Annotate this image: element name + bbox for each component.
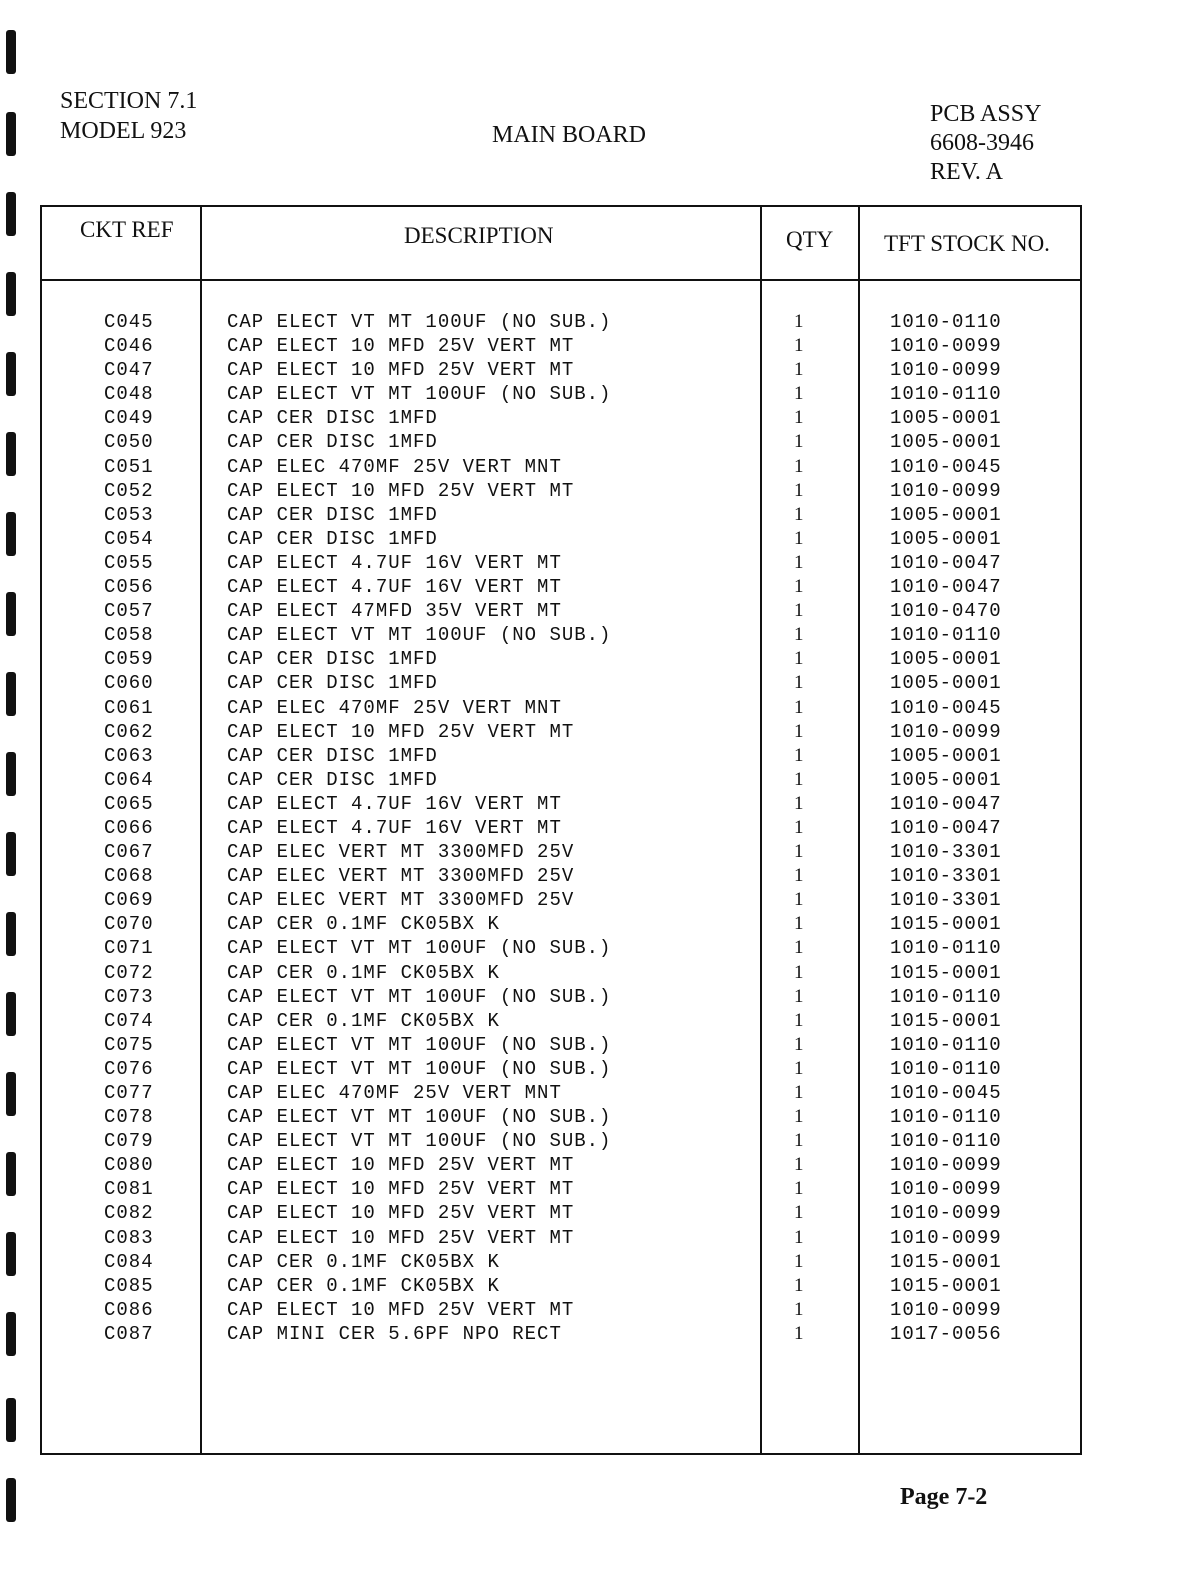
- table-row: [42, 1010, 1080, 1034]
- table-row: [42, 359, 1080, 383]
- punch-mark: [6, 1398, 16, 1442]
- description-cell: CAP ELECT 10 MFD 25V VERT MT: [227, 1178, 575, 1201]
- description-cell: CAP ELECT 10 MFD 25V VERT MT: [227, 359, 575, 382]
- stock-number-cell: 1010-0110: [890, 1057, 1002, 1080]
- description-cell: CAP MINI CER 5.6PF NPO RECT: [227, 1322, 562, 1345]
- description-cell: CAP CER DISC 1MFD: [227, 431, 438, 454]
- stock-number-cell: 1010-0110: [890, 383, 1002, 406]
- stock-number-cell: 1010-0099: [890, 1178, 1002, 1201]
- ckt-ref-cell: C078: [104, 1106, 154, 1129]
- stock-number-cell: 1010-0110: [890, 1130, 1002, 1153]
- qty-cell: 1: [794, 1057, 805, 1079]
- punch-mark: [6, 912, 16, 956]
- table-row: [42, 1130, 1080, 1154]
- ckt-ref-cell: C074: [104, 1009, 154, 1032]
- qty-cell: 1: [794, 1106, 805, 1128]
- parts-table: [40, 205, 1082, 1455]
- qty-cell: 1: [794, 889, 805, 911]
- description-cell: CAP CER DISC 1MFD: [227, 648, 438, 671]
- ckt-ref-cell: C079: [104, 1130, 154, 1153]
- ckt-ref-cell: C046: [104, 335, 154, 358]
- ckt-ref-cell: C084: [104, 1250, 154, 1273]
- qty-cell: 1: [794, 1130, 805, 1152]
- qty-cell: 1: [794, 865, 805, 887]
- stock-number-cell: 1015-0001: [890, 1274, 1002, 1297]
- ckt-ref-cell: C050: [104, 431, 154, 454]
- table-row: [42, 817, 1080, 841]
- ckt-ref-cell: C053: [104, 503, 154, 526]
- ckt-ref-cell: C054: [104, 527, 154, 550]
- qty-cell: 1: [794, 841, 805, 863]
- stock-number-cell: 1005-0001: [890, 407, 1002, 430]
- description-cell: CAP CER DISC 1MFD: [227, 407, 438, 430]
- ckt-ref-cell: C069: [104, 889, 154, 912]
- stock-number-cell: 1005-0001: [890, 503, 1002, 526]
- description-cell: CAP ELECT 10 MFD 25V VERT MT: [227, 1202, 575, 1225]
- table-row: [42, 407, 1080, 431]
- qty-cell: 1: [794, 648, 805, 670]
- qty-cell: 1: [794, 311, 805, 332]
- qty-cell: 1: [794, 600, 805, 622]
- description-cell: CAP ELECT VT MT 100UF (NO SUB.): [227, 624, 612, 647]
- ckt-ref-cell: C068: [104, 865, 154, 888]
- ckt-ref-cell: C076: [104, 1057, 154, 1080]
- ckt-ref-cell: C047: [104, 359, 154, 382]
- ckt-ref-cell: C045: [104, 311, 154, 333]
- ckt-ref-cell: C052: [104, 479, 154, 502]
- stock-number-cell: 1005-0001: [890, 672, 1002, 695]
- ckt-ref-cell: C062: [104, 720, 154, 743]
- table-row: [42, 1202, 1080, 1226]
- table-row: [42, 1299, 1080, 1323]
- description-cell: CAP ELEC 470MF 25V VERT MNT: [227, 1082, 562, 1104]
- stock-number-cell: 1010-3301: [890, 865, 1002, 888]
- qty-cell: 1: [794, 1178, 805, 1200]
- qty-cell: 1: [794, 1322, 805, 1344]
- stock-number-cell: 1005-0001: [890, 648, 1002, 671]
- stock-number-cell: 1015-0001: [890, 1009, 1002, 1032]
- qty-cell: 1: [794, 1202, 805, 1224]
- stock-number-cell: 1010-0099: [890, 1226, 1002, 1249]
- table-row: [42, 1323, 1080, 1347]
- table-row: [42, 1275, 1080, 1299]
- qty-cell: 1: [794, 551, 805, 573]
- stock-number-cell: 1010-0110: [890, 985, 1002, 1008]
- description-cell: CAP ELECT 10 MFD 25V VERT MT: [227, 479, 575, 502]
- table-row: [42, 1058, 1080, 1082]
- table-row: [42, 1106, 1080, 1130]
- description-cell: CAP ELEC VERT MT 3300MFD 25V: [227, 841, 575, 864]
- stock-number-cell: 1010-0099: [890, 479, 1002, 502]
- qty-cell: 1: [794, 961, 805, 983]
- stock-number-cell: 1010-0110: [890, 1106, 1002, 1129]
- stock-number-cell: 1015-0001: [890, 1250, 1002, 1273]
- table-row: [42, 456, 1080, 480]
- qty-cell: 1: [794, 1082, 805, 1103]
- ckt-ref-cell: C085: [104, 1274, 154, 1297]
- stock-number-cell: 1015-0001: [890, 913, 1002, 936]
- description-cell: CAP ELECT 10 MFD 25V VERT MT: [227, 720, 575, 743]
- pcb-number: 6608-3946: [930, 130, 1034, 156]
- ckt-ref-cell: C048: [104, 383, 154, 406]
- ckt-ref-cell: C072: [104, 961, 154, 984]
- qty-cell: 1: [794, 816, 805, 838]
- table-row: [42, 793, 1080, 817]
- qty-cell: 1: [794, 479, 805, 501]
- ckt-ref-cell: C060: [104, 672, 154, 695]
- table-row: [42, 576, 1080, 600]
- description-cell: CAP ELECT VT MT 100UF (NO SUB.): [227, 1130, 612, 1153]
- stock-number-cell: 1010-0110: [890, 937, 1002, 960]
- ckt-ref-cell: C087: [104, 1322, 154, 1345]
- stock-number-cell: 1010-0470: [890, 600, 1002, 623]
- qty-cell: 1: [794, 335, 805, 357]
- description-cell: CAP ELECT 4.7UF 16V VERT MT: [227, 816, 562, 839]
- punch-mark: [6, 672, 16, 716]
- stock-number-cell: 1010-0047: [890, 816, 1002, 839]
- table-row: [42, 528, 1080, 552]
- table-row: [42, 672, 1080, 696]
- table-row: [42, 1251, 1080, 1275]
- description-cell: CAP ELEC VERT MT 3300MFD 25V: [227, 889, 575, 912]
- ckt-ref-cell: C086: [104, 1298, 154, 1321]
- stock-number-cell: 1005-0001: [890, 527, 1002, 550]
- punch-mark: [6, 1478, 16, 1522]
- punch-mark: [6, 112, 16, 156]
- description-cell: CAP ELECT VT MT 100UF (NO SUB.): [227, 311, 612, 333]
- qty-cell: 1: [794, 768, 805, 790]
- description-cell: CAP ELECT 10 MFD 25V VERT MT: [227, 1226, 575, 1249]
- ckt-ref-cell: C067: [104, 841, 154, 864]
- qty-cell: 1: [794, 624, 805, 646]
- qty-cell: 1: [794, 527, 805, 549]
- ckt-ref-cell: C061: [104, 696, 154, 719]
- header-right: [930, 100, 1041, 187]
- punch-mark: [6, 30, 16, 74]
- qty-cell: 1: [794, 1033, 805, 1055]
- table-row: [42, 480, 1080, 504]
- description-cell: CAP CER DISC 1MFD: [227, 744, 438, 767]
- description-cell: CAP ELECT 10 MFD 25V VERT MT: [227, 1154, 575, 1177]
- punch-mark: [6, 752, 16, 796]
- punch-mark: [6, 992, 16, 1036]
- ckt-ref-cell: C065: [104, 792, 154, 815]
- ckt-ref-cell: C077: [104, 1082, 154, 1104]
- table-row: [42, 335, 1080, 359]
- qty-cell: 1: [794, 576, 805, 598]
- ckt-ref-cell: C075: [104, 1033, 154, 1056]
- ckt-ref-cell: C071: [104, 937, 154, 960]
- qty-cell: 1: [794, 696, 805, 718]
- qty-cell: 1: [794, 359, 805, 381]
- stock-number-cell: 1010-3301: [890, 841, 1002, 864]
- table-row: [42, 769, 1080, 793]
- ckt-ref-cell: C073: [104, 985, 154, 1008]
- qty-cell: 1: [794, 985, 805, 1007]
- ckt-ref-cell: C056: [104, 576, 154, 599]
- qty-cell: 1: [794, 1274, 805, 1296]
- qty-cell: 1: [794, 1250, 805, 1272]
- qty-cell: 1: [794, 503, 805, 525]
- qty-cell: 1: [794, 1226, 805, 1248]
- pcb-assy-label: PCB ASSY: [930, 101, 1042, 127]
- table-row: [42, 552, 1080, 576]
- ckt-ref-cell: C057: [104, 600, 154, 623]
- qty-cell: 1: [794, 913, 805, 935]
- stock-number-cell: 1010-0047: [890, 551, 1002, 574]
- stock-number-cell: 1010-0099: [890, 1202, 1002, 1225]
- stock-number-cell: 1010-3301: [890, 889, 1002, 912]
- ckt-ref-cell: C080: [104, 1154, 154, 1177]
- page-number: Page 7-2: [900, 1484, 988, 1510]
- stock-number-cell: 1015-0001: [890, 961, 1002, 984]
- description-cell: CAP ELECT 10 MFD 25V VERT MT: [227, 1298, 575, 1321]
- table-row: [42, 383, 1080, 407]
- description-cell: CAP ELECT 4.7UF 16V VERT MT: [227, 576, 562, 599]
- qty-cell: 1: [794, 407, 805, 429]
- description-cell: CAP CER DISC 1MFD: [227, 503, 438, 526]
- stock-number-cell: 1005-0001: [890, 744, 1002, 767]
- description-cell: CAP ELECT VT MT 100UF (NO SUB.): [227, 383, 612, 406]
- table-row: [42, 648, 1080, 672]
- table-row: [42, 986, 1080, 1010]
- table-row: [42, 504, 1080, 528]
- stock-number-cell: 1010-0045: [890, 455, 1002, 478]
- qty-cell: 1: [794, 792, 805, 814]
- description-cell: CAP CER 0.1MF CK05BX K: [227, 1009, 500, 1032]
- table-row: [42, 962, 1080, 986]
- table-row: [42, 937, 1080, 961]
- table-body: [42, 311, 1080, 1347]
- ckt-ref-cell: C082: [104, 1202, 154, 1225]
- table-row: [42, 1082, 1080, 1106]
- description-cell: CAP CER 0.1MF CK05BX K: [227, 1274, 500, 1297]
- stock-number-cell: 1010-0110: [890, 624, 1002, 647]
- stock-number-cell: 1010-0110: [890, 1033, 1002, 1056]
- punch-mark: [6, 832, 16, 876]
- stock-number-cell: 1010-0099: [890, 359, 1002, 382]
- qty-cell: 1: [794, 383, 805, 405]
- column-header-stock: TFT STOCK NO.: [884, 231, 1050, 256]
- ckt-ref-cell: C055: [104, 551, 154, 574]
- table-row: [42, 311, 1080, 335]
- table-row: [42, 600, 1080, 624]
- table-row: [42, 431, 1080, 455]
- punch-mark: [6, 192, 16, 236]
- stock-number-cell: 1010-0045: [890, 696, 1002, 719]
- ckt-ref-cell: C051: [104, 455, 154, 478]
- section-label: SECTION 7.1: [60, 88, 198, 114]
- qty-cell: 1: [794, 672, 805, 694]
- stock-number-cell: 1010-0099: [890, 335, 1002, 358]
- qty-cell: 1: [794, 1154, 805, 1176]
- description-cell: CAP ELECT VT MT 100UF (NO SUB.): [227, 1033, 612, 1056]
- ckt-ref-cell: C063: [104, 744, 154, 767]
- table-row: [42, 624, 1080, 648]
- qty-cell: 1: [794, 720, 805, 742]
- model-label: MODEL 923: [60, 118, 187, 144]
- table-row: [42, 889, 1080, 913]
- ckt-ref-cell: C081: [104, 1178, 154, 1201]
- board-title: MAIN BOARD: [492, 122, 647, 148]
- description-cell: CAP ELECT VT MT 100UF (NO SUB.): [227, 937, 612, 960]
- header-divider: [42, 279, 1080, 281]
- description-cell: CAP ELECT 4.7UF 16V VERT MT: [227, 792, 562, 815]
- punch-mark: [6, 432, 16, 476]
- description-cell: CAP ELECT 4.7UF 16V VERT MT: [227, 551, 562, 574]
- description-cell: CAP CER 0.1MF CK05BX K: [227, 913, 500, 936]
- stock-number-cell: 1010-0099: [890, 720, 1002, 743]
- punch-mark: [6, 272, 16, 316]
- punch-mark: [6, 1152, 16, 1196]
- description-cell: CAP ELEC 470MF 25V VERT MNT: [227, 696, 562, 719]
- ckt-ref-cell: C083: [104, 1226, 154, 1249]
- stock-number-cell: 1010-0045: [890, 1082, 1002, 1104]
- ckt-ref-cell: C064: [104, 768, 154, 791]
- table-row: [42, 1227, 1080, 1251]
- qty-cell: 1: [794, 455, 805, 477]
- description-cell: CAP ELECT VT MT 100UF (NO SUB.): [227, 985, 612, 1008]
- stock-number-cell: 1010-0047: [890, 576, 1002, 599]
- qty-cell: 1: [794, 1298, 805, 1320]
- table-row: [42, 721, 1080, 745]
- description-cell: CAP CER DISC 1MFD: [227, 672, 438, 695]
- table-row: [42, 841, 1080, 865]
- stock-number-cell: 1005-0001: [890, 768, 1002, 791]
- column-header-description: DESCRIPTION: [404, 223, 554, 248]
- ckt-ref-cell: C049: [104, 407, 154, 430]
- column-header-ckt-ref: CKT REF: [80, 217, 174, 242]
- table-row: [42, 1178, 1080, 1202]
- stock-number-cell: 1010-0099: [890, 1154, 1002, 1177]
- ckt-ref-cell: C059: [104, 648, 154, 671]
- description-cell: CAP ELECT VT MT 100UF (NO SUB.): [227, 1057, 612, 1080]
- description-cell: CAP ELECT VT MT 100UF (NO SUB.): [227, 1106, 612, 1129]
- table-row: [42, 697, 1080, 721]
- header-left: [60, 86, 197, 146]
- punch-mark: [6, 592, 16, 636]
- table-row: [42, 1034, 1080, 1058]
- description-cell: CAP CER 0.1MF CK05BX K: [227, 1250, 500, 1273]
- description-cell: CAP CER DISC 1MFD: [227, 768, 438, 791]
- ckt-ref-cell: C058: [104, 624, 154, 647]
- punch-mark: [6, 512, 16, 556]
- punch-mark: [6, 352, 16, 396]
- ckt-ref-cell: C066: [104, 816, 154, 839]
- description-cell: CAP CER DISC 1MFD: [227, 527, 438, 550]
- stock-number-cell: 1005-0001: [890, 431, 1002, 454]
- punch-mark: [6, 1312, 16, 1356]
- description-cell: CAP ELEC VERT MT 3300MFD 25V: [227, 865, 575, 888]
- punch-mark: [6, 1072, 16, 1116]
- description-cell: CAP ELECT 10 MFD 25V VERT MT: [227, 335, 575, 358]
- qty-cell: 1: [794, 744, 805, 766]
- stock-number-cell: 1017-0056: [890, 1322, 1002, 1345]
- description-cell: CAP ELECT 47MFD 35V VERT MT: [227, 600, 562, 623]
- punch-mark: [6, 1232, 16, 1276]
- description-cell: CAP CER 0.1MF CK05BX K: [227, 961, 500, 984]
- table-row: [42, 1154, 1080, 1178]
- qty-cell: 1: [794, 431, 805, 453]
- qty-cell: 1: [794, 1009, 805, 1031]
- table-row: [42, 913, 1080, 937]
- stock-number-cell: 1010-0110: [890, 311, 1002, 333]
- revision-label: REV. A: [930, 159, 1003, 185]
- table-row: [42, 745, 1080, 769]
- column-header-qty: QTY: [786, 227, 834, 252]
- stock-number-cell: 1010-0047: [890, 792, 1002, 815]
- ckt-ref-cell: C070: [104, 913, 154, 936]
- description-cell: CAP ELEC 470MF 25V VERT MNT: [227, 455, 562, 478]
- stock-number-cell: 1010-0099: [890, 1298, 1002, 1321]
- qty-cell: 1: [794, 937, 805, 959]
- table-row: [42, 865, 1080, 889]
